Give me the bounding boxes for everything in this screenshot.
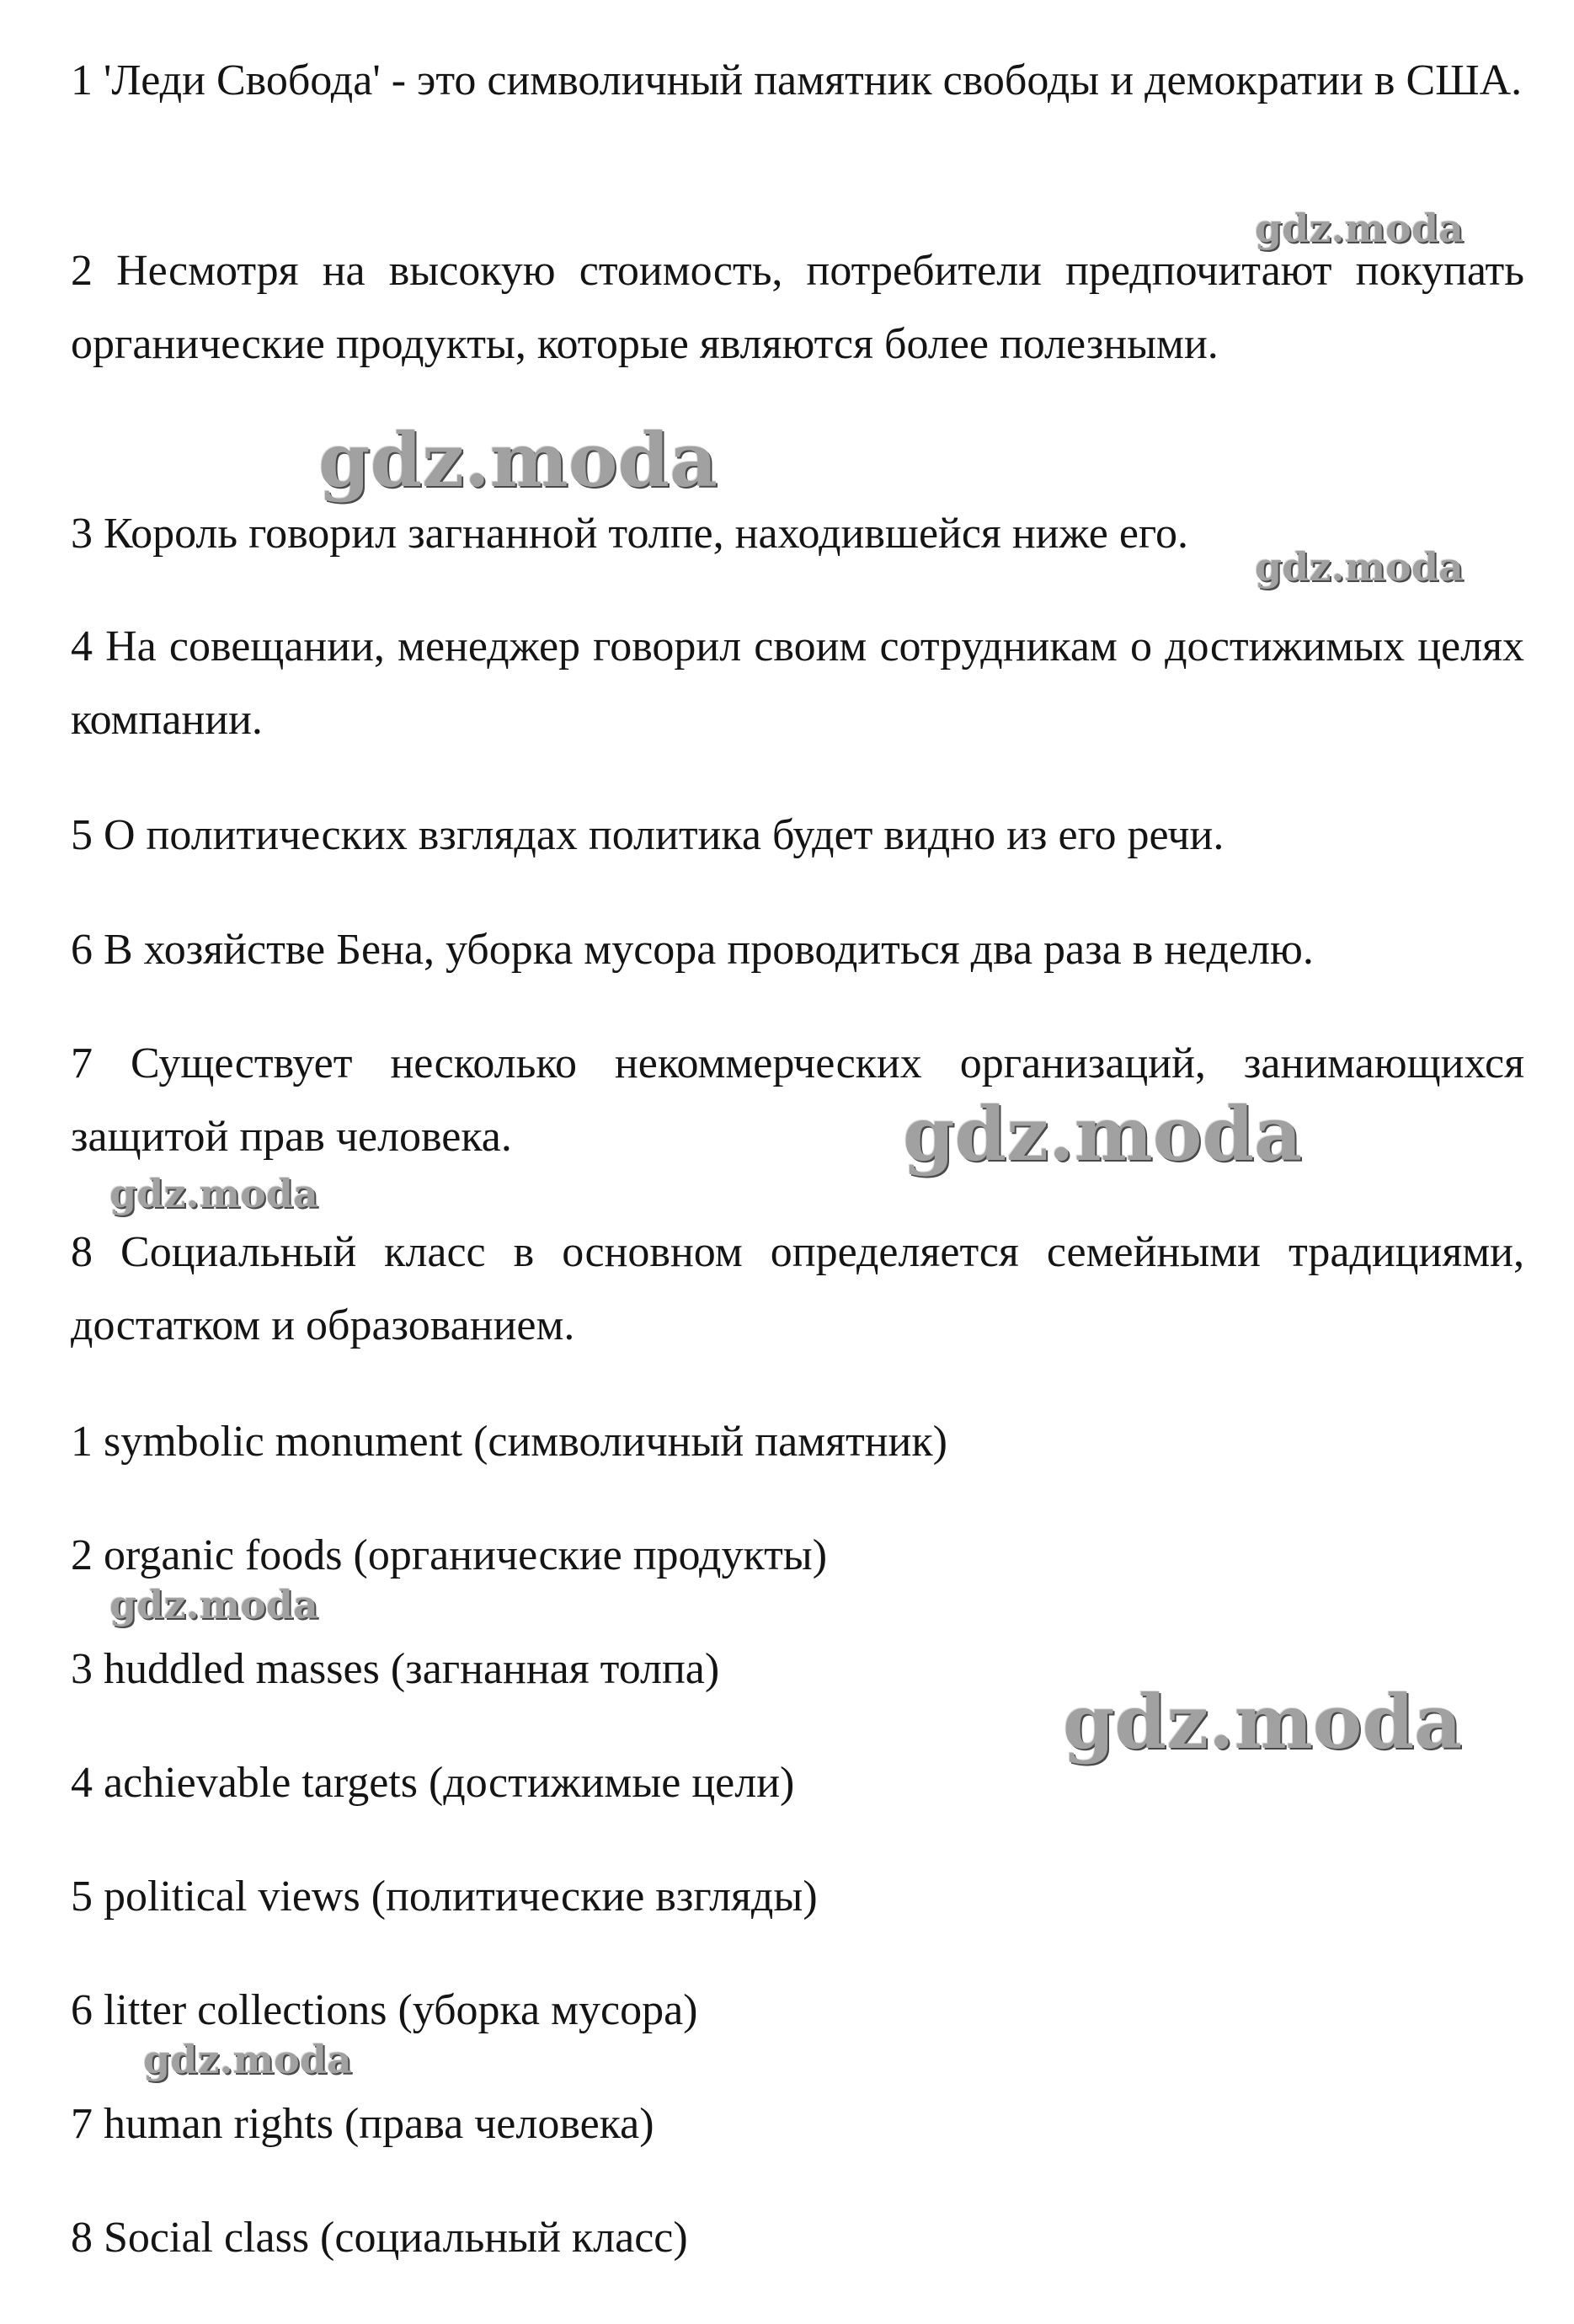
sentence-2: 2 Несмотря на высокую стоимость, потребители предпочитают покупать органические продукты, которые являются более полезными.: [71, 247, 1524, 368]
sentence-5: 5 О политических взглядах политика будет видно из его речи.: [71, 811, 1225, 859]
vocab-item-7: 7 human rights (права человека): [71, 2100, 654, 2148]
watermark: gdz.moda: [143, 2037, 352, 2082]
vocab-item-6: 6 litter collections (уборка мусора): [71, 1986, 698, 2034]
sentence-3: 3 Король говорил загнанной толпе, находившейся ниже его.: [71, 510, 1188, 558]
sentence-8: 8 Социальный класс в основном определяется семейными традициями, достатком и образованием.: [71, 1228, 1524, 1349]
sentence-4: 4 На совещании, менеджер говорил своим сотрудникам о достижимых целях компании.: [71, 622, 1524, 744]
watermark: gdz.moda: [903, 1090, 1303, 1178]
sentence-7: 7 Существует несколько некоммерческих организаций, занимающихся защитой прав человека.: [71, 1039, 1524, 1161]
sentence-6: 6 В хозяйстве Бена, уборка мусора проводиться два раза в неделю.: [71, 926, 1314, 974]
vocab-item-1: 1 symbolic monument (символичный памятник): [71, 1418, 947, 1466]
vocab-item-3: 3 huddled masses (загнанная толпа): [71, 1645, 720, 1693]
watermark: gdz.moda: [1255, 544, 1464, 590]
watermark: gdz.moda: [1255, 206, 1464, 251]
watermark: gdz.moda: [1063, 1678, 1463, 1766]
vocab-item-4: 4 achievable targets (достижимые цели): [71, 1759, 795, 1807]
vocab-item-5: 5 political views (политические взгляды): [71, 1873, 818, 1921]
watermark: gdz.moda: [109, 1171, 318, 1216]
vocab-item-2: 2 organic foods (органические продукты): [71, 1531, 828, 1579]
sentence-1: 1 'Леди Свобода' - это символичный памятник свободы и демократии в США.: [71, 56, 1523, 104]
watermark: gdz.moda: [109, 1582, 318, 1627]
vocab-item-8: 8 Social class (социальный класс): [71, 2214, 688, 2262]
watermark: gdz.moda: [318, 416, 718, 504]
